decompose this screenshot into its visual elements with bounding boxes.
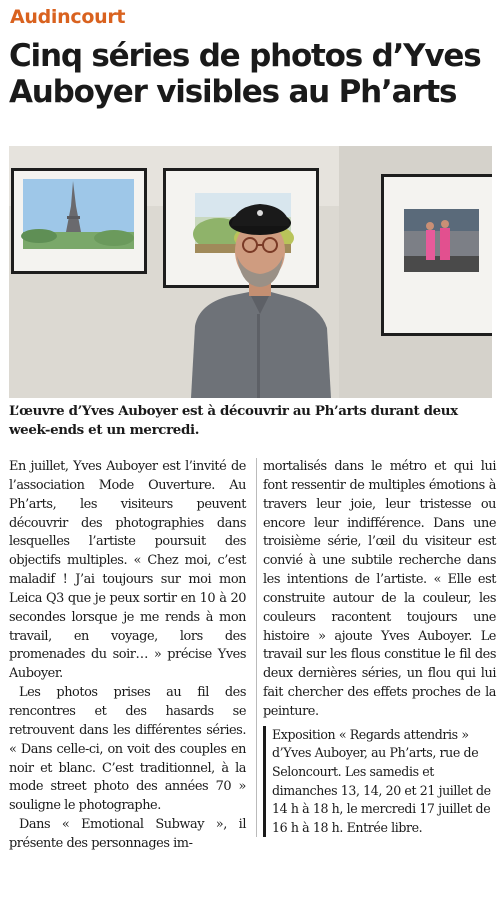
paragraph-3: Dans « Emotional Subway », il présente des personnages im- bbox=[9, 817, 246, 851]
article-photo bbox=[9, 146, 492, 398]
exhibition-info-box: Exposition « Regards attendris » d’Yves Auboyer, au Ph’arts, rue de Seloncourt. Les samedis et dimanches 13, 14, 20 et 21 juillet de 14 h à 18 h, le mercredi 17 juillet de 16 h à 18 h. Entrée libre. bbox=[263, 726, 496, 838]
paragraph-4: mortalisés dans le métro et qui lui font ressentir de multiples émotions à travers leur joie, leur tristesse ou encore leur indifférence. Dans une troisième série, l’œil du visiteur est convié à une subtile recherche dans les intentions de l’artiste. « Elle est construite autour de la couleur, les couleurs racontent toujours une histoire » ajoute Yves Auboyer. Le travail sur les flous constitue le fil des deux dernières séries, un flou qui lui fait chercher des effets proches de la peinture. bbox=[263, 459, 496, 719]
framed-photo-couple bbox=[381, 174, 492, 336]
article-column-left bbox=[9, 458, 246, 854]
gallery-photo-illustration bbox=[9, 146, 492, 398]
section-kicker: Audincourt bbox=[10, 6, 126, 28]
article-column-right bbox=[256, 458, 496, 837]
article-headline: Cinq séries de photos d’Yves Auboyer visibles au Ph’arts bbox=[9, 38, 481, 110]
framed-photo-eiffel bbox=[11, 168, 147, 274]
paragraph-1: En juillet, Yves Auboyer est l’invité de l’association Mode Ouverture. Au Ph’arts, les visiteurs peuvent découvrir des photographies dans lesquelles l’artiste poursuit des objectifs multiples. « Chez moi, c’est maladif ! J’ai toujours sur moi mon Leica Q3 que je peux sortir en 10 à 20 secondes lorsque je me rends à mon travail, en voyage, lors des promenades du soir… » précise Yves Auboyer. bbox=[9, 459, 246, 682]
photo-caption: L’œuvre d’Yves Auboyer est à découvrir au Ph’arts durant deux week-ends et un mercredi. bbox=[9, 403, 458, 438]
paragraph-2: Les photos prises au fil des rencontres et des hasards se retrouvent dans les différentes séries. « Dans celle-ci, on voit des couples en noir et blanc. C’est traditionnel, à la mode street photo des années 70 » souligne le photographe. bbox=[9, 685, 246, 814]
